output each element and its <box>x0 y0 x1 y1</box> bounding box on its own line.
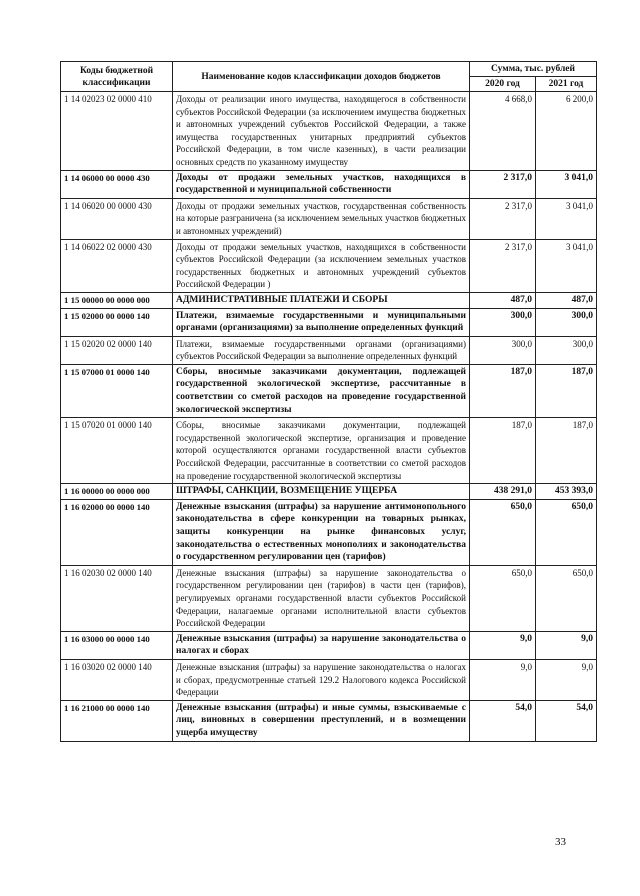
table-row <box>61 336 597 364</box>
row-name: Доходы от продажи земельных участков, государственная собственность на которые разграничена (за исключением земельных участков бюджетных и автономных учреждений) <box>173 198 470 239</box>
budget-revenue-table <box>60 61 597 742</box>
row-value-2021: 9,0 <box>536 659 597 700</box>
header-sum: Сумма, тыс. рублей <box>470 62 597 77</box>
row-value-2021: 300,0 <box>536 336 597 364</box>
row-name: Денежные взыскания (штрафы) и иные суммы, взыскиваемые с лиц, виновных в совершении преступлений, и в возмещении ущерба имуществу <box>173 700 470 741</box>
row-value-2021: 6 200,0 <box>536 92 597 171</box>
page-number: 33 <box>555 836 566 848</box>
row-value-2020: 9,0 <box>470 659 536 700</box>
row-value-2020: 300,0 <box>470 308 536 336</box>
row-value-2021: 300,0 <box>536 308 597 336</box>
row-name: Доходы от продажи земельных участков, находящихся в собственности субъектов Российской Федерации (за исключением земельных участков государственных бюджетных и автономных учреждений субъектов Российской Федерации ) <box>173 239 470 292</box>
row-value-2020: 2 317,0 <box>470 239 536 292</box>
row-name: Платежи, взимаемые государственными органами (организациями) субъектов Российской Федерации за выполнение определенных функций <box>173 336 470 364</box>
row-code: 1 14 06000 00 0000 430 <box>61 170 173 198</box>
header-name: Наименование кодов классификации доходов бюджетов <box>173 62 470 92</box>
row-name: Доходы от продажи земельных участков, находящихся в государственной и муниципальной собственности <box>173 170 470 198</box>
row-value-2020: 650,0 <box>470 499 536 565</box>
header-year-2020: 2020 год <box>470 77 536 92</box>
row-value-2020: 187,0 <box>470 418 536 484</box>
row-code: 1 14 06020 00 0000 430 <box>61 198 173 239</box>
table-row <box>61 170 597 198</box>
row-name: Сборы, вносимые заказчиками документации, подлежащей государственной экологической экспертизе, организация и проведение которой осуществляются органами государственной власти субъектов Российской Федерации, рассчитанные в соответствии со сметой расходов на проведение государственной экологической экспертизы <box>173 418 470 484</box>
row-code: 1 14 02023 02 0000 410 <box>61 92 173 171</box>
row-code: 1 16 03000 00 0000 140 <box>61 631 173 659</box>
row-code: 1 16 21000 00 0000 140 <box>61 700 173 741</box>
row-code: 1 15 07020 01 0000 140 <box>61 418 173 484</box>
table-row <box>61 198 597 239</box>
row-code: 1 15 07000 01 0000 140 <box>61 364 173 417</box>
row-name: Денежные взыскания (штрафы) за нарушение законодательства о государственном регулировании цен (тарифов) в части цен (тарифов), регулируемых органами государственной власти субъектов Российской Федерации, налагаемые органами исполнительной власти субъектов Российской Федерации <box>173 565 470 631</box>
table-row <box>61 565 597 631</box>
row-value-2020: 187,0 <box>470 364 536 417</box>
row-value-2021: 187,0 <box>536 418 597 484</box>
row-value-2020: 438 291,0 <box>470 484 536 500</box>
row-name: ШТРАФЫ, САНКЦИИ, ВОЗМЕЩЕНИЕ УЩЕРБА <box>173 484 470 500</box>
table-row <box>61 700 597 741</box>
row-value-2020: 2 317,0 <box>470 170 536 198</box>
row-code: 1 14 06022 02 0000 430 <box>61 239 173 292</box>
row-value-2021: 487,0 <box>536 292 597 308</box>
row-code: 1 16 00000 00 0000 000 <box>61 484 173 500</box>
table-row <box>61 499 597 565</box>
row-value-2021: 3 041,0 <box>536 239 597 292</box>
row-value-2021: 650,0 <box>536 499 597 565</box>
row-value-2020: 54,0 <box>470 700 536 741</box>
row-value-2020: 4 668,0 <box>470 92 536 171</box>
row-value-2021: 54,0 <box>536 700 597 741</box>
row-name: АДМИНИСТРАТИВНЫЕ ПЛАТЕЖИ И СБОРЫ <box>173 292 470 308</box>
row-value-2021: 187,0 <box>536 364 597 417</box>
row-value-2021: 3 041,0 <box>536 170 597 198</box>
table-row <box>61 418 597 484</box>
row-code: 1 15 00000 00 0000 000 <box>61 292 173 308</box>
table-row <box>61 364 597 417</box>
table-row <box>61 484 597 500</box>
table-row <box>61 631 597 659</box>
table-row <box>61 308 597 336</box>
row-code: 1 16 03020 02 0000 140 <box>61 659 173 700</box>
row-code: 1 16 02030 02 0000 140 <box>61 565 173 631</box>
row-name: Денежные взыскания (штрафы) за нарушение антимонопольного законодательства в сфере конкуренции на товарных рынках, защиты конкуренции на рынке финансовых услуг, законодательства о естественных монополиях и законодательства о государственном регулировании цен (тарифов) <box>173 499 470 565</box>
row-name: Денежные взыскания (штрафы) за нарушение законодательства о налогах и сборах, предусмотренные статьей 129.2 Налогового кодекса Российской Федерации <box>173 659 470 700</box>
header-year-2021: 2021 год <box>536 77 597 92</box>
row-value-2021: 9,0 <box>536 631 597 659</box>
row-value-2020: 2 317,0 <box>470 198 536 239</box>
row-value-2021: 650,0 <box>536 565 597 631</box>
row-code: 1 15 02000 00 0000 140 <box>61 308 173 336</box>
row-value-2020: 9,0 <box>470 631 536 659</box>
row-name: Сборы, вносимые заказчиками документации, подлежащей государственной экологической экспертизе, рассчитанные в соответствии со сметой расходов на проведение государственной экологической экспертизы <box>173 364 470 417</box>
header-codes: Коды бюджетной классификации <box>61 62 173 92</box>
row-name: Доходы от реализации иного имущества, находящегося в собственности субъектов Российской Федерации (за исключением имущества бюджетных и автономных учреждений субъектов Российской Федерации, а также имущества государственных унитарных предприятий субъектов Российской Федерации, в том числе казенных), в части реализации основных средств по указанному имуществу <box>173 92 470 171</box>
row-code: 1 16 02000 00 0000 140 <box>61 499 173 565</box>
table-row <box>61 659 597 700</box>
row-name: Платежи, взимаемые государственными и муниципальными органами (организациями) за выполнение определенных функций <box>173 308 470 336</box>
row-value-2021: 3 041,0 <box>536 198 597 239</box>
table-row <box>61 292 597 308</box>
row-value-2020: 300,0 <box>470 336 536 364</box>
row-value-2021: 453 393,0 <box>536 484 597 500</box>
row-name: Денежные взыскания (штрафы) за нарушение законодательства о налогах и сборах <box>173 631 470 659</box>
row-value-2020: 650,0 <box>470 565 536 631</box>
table-row <box>61 239 597 292</box>
table-row <box>61 92 597 171</box>
row-code: 1 15 02020 02 0000 140 <box>61 336 173 364</box>
row-value-2020: 487,0 <box>470 292 536 308</box>
